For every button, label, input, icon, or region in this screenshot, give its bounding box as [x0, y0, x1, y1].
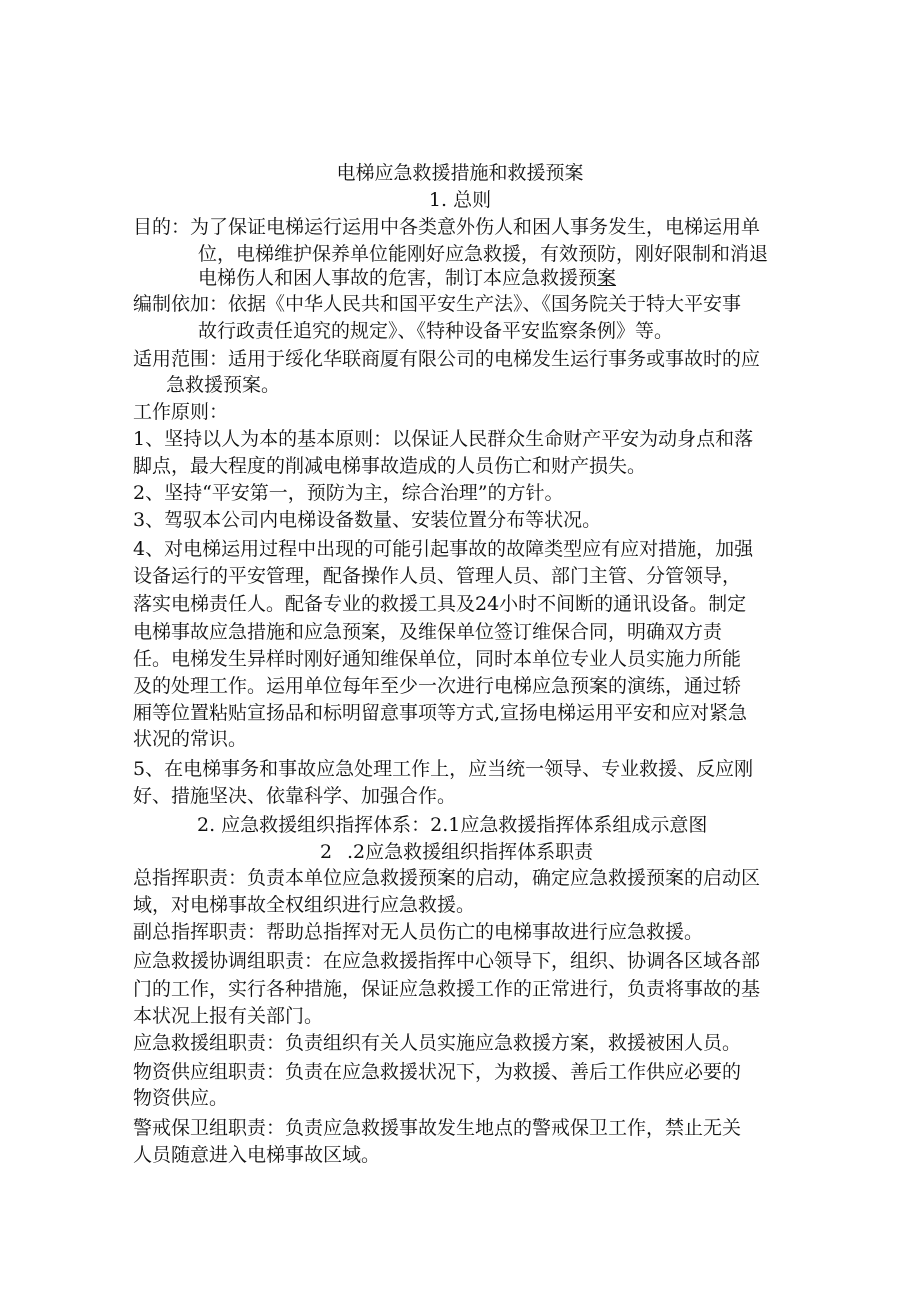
duty-line: 总指挥职责：负责本单位应急救援预案的启动，确定应急救援预案的启动区 [133, 867, 761, 889]
duty-line: 人员随意进入电梯事故区域。 [133, 1144, 381, 1166]
principle-line: 状况的常识。 [133, 728, 248, 750]
principle-line: 设备运行的平安管理，配备操作人员、管理人员、部门主管、分管领导， [133, 565, 742, 587]
duty-line: 域，对电梯事故全权组织进行应急救援。 [133, 894, 476, 916]
section-heading-duties: .2应急救援组织指挥体系职责 [347, 841, 594, 863]
principle-line: 3、驾驭本公司内电梯设备数量、安装位置分布等状况。 [133, 509, 602, 531]
purpose-line-1: 目的：为了保证电梯运行运用中各类意外伤人和困人事务发生，电梯运用单 [133, 216, 761, 238]
duty-line: 物资供应组职责：负责在应急救援状况下，为救援、善后工作供应必要的 [133, 1061, 742, 1083]
principle-line: 厢等位置粘贴宣扬品和标明留意事项等方式,宣扬电梯运用平安和应对紧急 [133, 702, 748, 724]
principle-line: 2、坚持“平安第一，预防为主，综合治理”的方针。 [133, 482, 564, 504]
duty-line: 警戒保卫组职责：负责应急救援事故发生地点的警戒保卫工作，禁止无关 [133, 1117, 742, 1139]
scope-line-1: 适用范围：适用于绥化华联商厦有限公司的电梯发生运行事务或事故时的应 [133, 348, 761, 370]
duty-line: 门的工作，实行各种措施，保证应急救援工作的正常进行，负责将事故的基 [133, 978, 761, 1000]
section-heading-duties-number: 2 [320, 841, 333, 863]
principle-line: 好、措施坚决、依靠科学、加强合作。 [133, 785, 457, 807]
principle-line: 5、在电梯事务和事故应急处理工作上，应当统一领导、专业救援、反应刚 [133, 758, 754, 780]
principle-line: 任。电梯发生异样时刚好通知维保单位，同时本单位专业人员实施力所能 [133, 648, 742, 670]
principle-line: 落实电梯责任人。配备专业的救援工具及24小时不间断的通讯设备。制定 [133, 593, 747, 615]
principles-heading: 工作原则： [133, 401, 229, 423]
principle-line: 1、坚持以人为本的基本原则：以保证人民群众生命财产平安为动身点和落 [133, 428, 754, 450]
purpose-line-3 [198, 264, 616, 292]
principle-line: 电梯事故应急措施和应急预案，及维保单位签订维保合同，明确双方责 [133, 621, 723, 643]
section-heading-general: 1. 总则 [428, 189, 492, 211]
basis-line-1: 编制依加：依据《中华人民共和国平安生产法》、《国务院关于特大平安事 [133, 293, 742, 315]
purpose-line-2: 位，电梯维护保养单位能刚好应急救援，有效预防，刚好限制和消退 [198, 243, 769, 265]
basis-line-2: 故行政责任追究的规定》、《特种设备平安监察条例》等。 [198, 320, 674, 342]
purpose-line-3-text: 电梯伤人和困人事故的危害，制订本应急救援预 [198, 267, 598, 289]
duty-line: 应急救援组职责：负责组织有关人员实施应急救援方案，救援被困人员。 [133, 1032, 742, 1054]
principle-line: 及的处理工作。运用单位每年至少一次进行电梯应急预案的演练，通过轿 [133, 675, 742, 697]
scope-line-2: 急救援预案。 [166, 374, 281, 396]
duty-line: 副总指挥职责：帮助总指挥对无人员伤亡的电梯事故进行应急救援。 [133, 921, 704, 943]
duty-line: 物资供应。 [133, 1087, 229, 1109]
section-heading-organization: 2. 应急救援组织指挥体系：2.1应急救援指挥体系组成示意图 [197, 814, 708, 836]
duty-line: 应急救援协调组职责：在应急救援指挥中心领导下，组织、协调各区域各部 [133, 950, 761, 972]
duty-line: 本状况上报有关部门。 [133, 1005, 324, 1027]
purpose-line-3-underlined: 案 [597, 267, 617, 289]
principle-line: 脚点，最大程度的削减电梯事故造成的人员伤亡和财产损失。 [133, 455, 647, 477]
document-title: 电梯应急救援措施和救援预案 [336, 162, 584, 184]
principle-line: 4、对电梯运用过程中出现的可能引起事故的故障类型应有应对措施，加强 [133, 538, 754, 560]
